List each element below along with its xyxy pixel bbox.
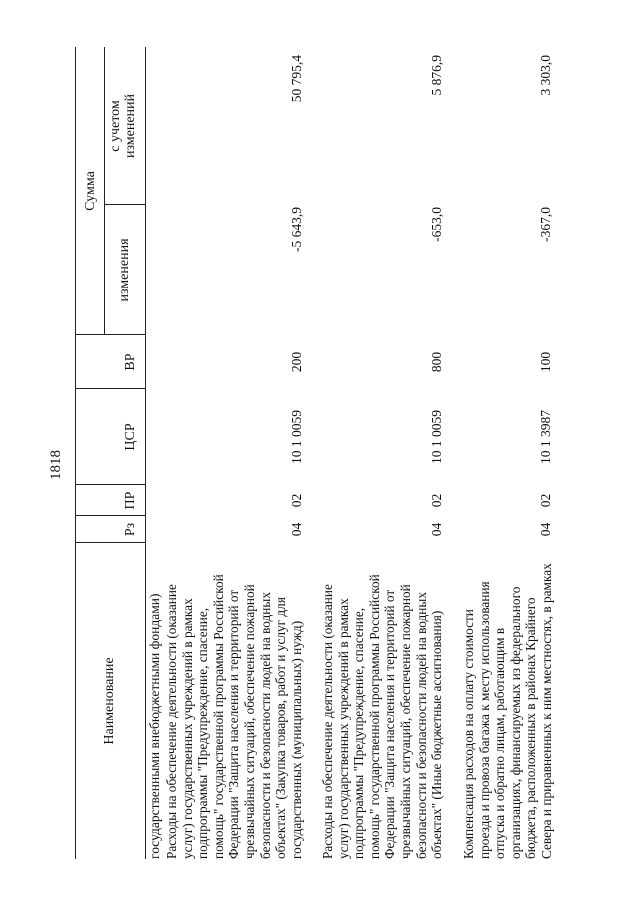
row-2-name-line: подпрограммы "Предупреждение, спасение, xyxy=(351,607,367,859)
row-2-name-line: Расходы на обеспечение деятельности (оказание xyxy=(320,584,335,859)
row-3-name-line: Севера и приравненных к ним местностях, в рамках xyxy=(538,563,554,859)
row-2-vr: 800 xyxy=(429,351,444,373)
row-3-pr: 02 xyxy=(538,493,553,508)
row-3-name-line: отпуска и обратно лицам, работающим в xyxy=(492,627,508,859)
row-3-vr: 100 xyxy=(538,351,553,373)
row-1-name-line: Федерации "Защита населения и территорий от xyxy=(226,589,242,859)
header-pr: ПР xyxy=(123,491,138,510)
row-1-name xyxy=(164,545,304,859)
row-2-rz: 04 xyxy=(429,522,444,537)
header-name: Наименование xyxy=(102,657,117,745)
page-number: 1818 xyxy=(48,450,64,480)
row-3-name xyxy=(461,545,555,859)
row-2-csr: 10 1 0059 xyxy=(429,410,444,464)
row-1-name-line: услуг) государственных учреждений в рамках xyxy=(179,598,195,859)
row-1-change: -5 643,9 xyxy=(289,207,304,252)
table-top-border xyxy=(75,47,76,859)
row-3-name-line: бюджета, расположенных в районах Крайнего xyxy=(523,597,539,859)
row-1-name-line: чрезвычайных ситуаций, обеспечение пожарной xyxy=(241,584,257,859)
row-2-name-line: безопасности и безопасности людей на водных xyxy=(413,592,429,859)
row-2-name-line: чрезвычайных ситуаций, обеспечение пожарной xyxy=(397,584,413,859)
row-2-name-line: Федерации "Защита населения и территорий от xyxy=(382,589,398,859)
row-1-name-line: помощь" государственной программы Российской xyxy=(210,574,226,859)
row-2-name xyxy=(320,545,445,859)
row-1-vr: 200 xyxy=(289,351,304,373)
row-3-name-line: проезда и провоза багажа к месту использования xyxy=(476,581,492,859)
row-3-csr: 10 1 3987 xyxy=(538,410,553,464)
header-csr: ЦСР xyxy=(123,423,138,451)
row-1-total: 50 795,4 xyxy=(289,55,304,103)
row-1-name-line: объектах" (Закупка товаров, работ и услуг для xyxy=(273,597,289,859)
header-rz: Рз xyxy=(123,522,138,537)
row-1-name-line: безопасности и безопасности людей на водных xyxy=(257,592,273,859)
header-with-changes-1: с учетом xyxy=(108,100,123,152)
row-1-rz: 04 xyxy=(289,522,304,537)
header-bottom-border xyxy=(145,47,146,859)
row-3-name-line: организациях, финансируемых из федерального xyxy=(507,586,523,859)
row-3-name-line: Компенсация расходов на оплату стоимости xyxy=(461,609,476,859)
row-2-pr: 02 xyxy=(429,493,444,508)
sum-header-divider xyxy=(104,47,105,335)
row-2-name-line: услуг) государственных учреждений в рамках xyxy=(335,598,351,859)
row-2-name-line: помощь" государственной программы Российской xyxy=(366,574,382,859)
row-1-name-line: Расходы на обеспечение деятельности (оказание xyxy=(164,584,179,859)
row-2-name-line: объектах" (Иные бюджетные ассигнования) xyxy=(429,610,445,859)
row-1-pr: 02 xyxy=(289,493,304,508)
row-1-name-line: государственных (муниципальных) нужд) xyxy=(288,620,304,859)
header-sum: Сумма xyxy=(83,171,98,211)
row-3-change: -367,0 xyxy=(538,207,553,242)
row-3-total: 3 303,0 xyxy=(538,55,553,96)
header-change: изменения xyxy=(117,238,132,302)
header-with-changes-2: изменений xyxy=(123,93,138,159)
header-vr: ВР xyxy=(123,353,138,371)
row-1-name-line: подпрограммы "Предупреждение, спасение, xyxy=(195,607,211,859)
carry-over-text: государственными внебюджетными фондами) xyxy=(147,593,162,859)
row-3-rz: 04 xyxy=(538,522,553,537)
row-2-total: 5 876,9 xyxy=(429,55,444,96)
row-1-csr: 10 1 0059 xyxy=(289,410,304,464)
row-2-change: -653,0 xyxy=(429,207,444,242)
